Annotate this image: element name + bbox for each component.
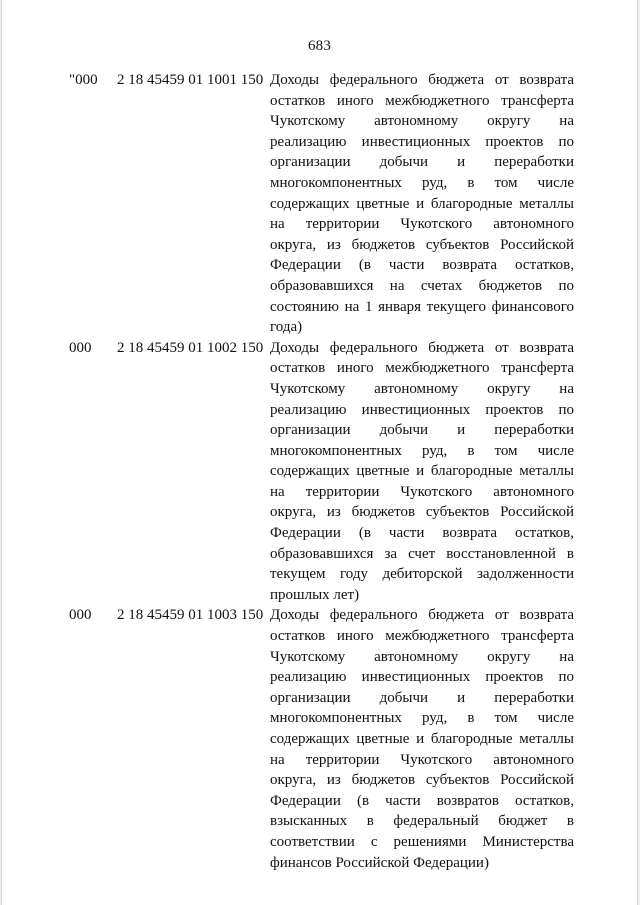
- description-line: на территории Чукотского автономного: [270, 751, 574, 768]
- budget-classification-code: 2 18 45459 01 1003 150: [117, 607, 264, 624]
- description-line: многокомпонентных руд, в том числе: [270, 442, 574, 459]
- description-line: Федерации (в части возврата остатков,: [270, 257, 574, 274]
- budget-entry: [69, 605, 574, 873]
- description-line: остатков иного межбюджетного трансферта: [270, 92, 574, 109]
- description-line: организации добычи и переработки: [270, 422, 574, 439]
- description-line: Чукотскому автономному округу на: [270, 113, 574, 130]
- description-line: Доходы федерального бюджета от возврата: [270, 607, 574, 624]
- document-page: [2, 0, 637, 905]
- page-number: 683: [307, 38, 332, 54]
- description-line: организации добычи и переработки: [270, 689, 574, 706]
- description-line: Федерации (в части возврата остатков,: [270, 525, 574, 542]
- description-line: реализацию инвестиционных проектов по: [270, 133, 574, 150]
- admin-code: "000: [69, 72, 98, 88]
- income-description: [270, 605, 574, 873]
- description-line: финансов Российской Федерации): [270, 854, 489, 871]
- description-line: многокомпонентных руд, в том числе: [270, 710, 574, 727]
- description-line: взысканных в федеральный бюджет в: [270, 813, 574, 830]
- budget-code-list: [69, 70, 574, 873]
- description-line: состоянию на 1 января текущего финансового: [270, 298, 574, 315]
- description-line: на территории Чукотского автономного: [270, 483, 574, 500]
- description-line: содержащих цветные и благородные металлы: [270, 463, 574, 480]
- income-description: [270, 338, 574, 606]
- description-line: остатков иного межбюджетного трансферта: [270, 628, 574, 645]
- description-line: реализацию инвестиционных проектов по: [270, 401, 574, 418]
- description-line: округа, из бюджетов субъектов Российской: [270, 504, 574, 521]
- description-line: многокомпонентных руд, в том числе: [270, 174, 574, 191]
- admin-code: 000: [69, 339, 92, 356]
- description-line: образовавшихся за счет восстановленной в: [270, 545, 574, 562]
- description-line: образовавшихся на счетах бюджетов по: [270, 277, 574, 294]
- description-line: Чукотскому автономному округу на: [270, 380, 574, 397]
- description-line: на территории Чукотского автономного: [270, 216, 574, 233]
- budget-classification-code: 2 18 45459 01 1001 150: [117, 72, 264, 88]
- admin-code: 000: [69, 607, 92, 624]
- description-line: содержащих цветные и благородные металлы: [270, 195, 574, 212]
- description-line: остатков иного межбюджетного трансферта: [270, 360, 574, 377]
- description-line: прошлых лет): [270, 586, 360, 603]
- description-line: реализацию инвестиционных проектов по: [270, 669, 574, 686]
- description-line: организации добычи и переработки: [270, 154, 574, 171]
- description-line: Доходы федерального бюджета от возврата: [270, 339, 574, 356]
- description-line: округа, из бюджетов субъектов Российской: [270, 236, 574, 253]
- description-line: Чукотскому автономному округу на: [270, 648, 574, 665]
- description-line: округа, из бюджетов субъектов Российской: [270, 772, 574, 789]
- description-line: содержащих цветные и благородные металлы: [270, 731, 574, 747]
- budget-entry: [69, 338, 574, 606]
- income-description: [270, 70, 574, 338]
- budget-entry: [69, 70, 574, 338]
- description-line: Федерации (в части возвратов остатков,: [270, 792, 574, 809]
- description-line: соответствии с решениями Министерства: [270, 833, 574, 850]
- description-line: года): [270, 319, 303, 336]
- description-line: Доходы федерального бюджета от возврата: [270, 72, 574, 88]
- description-line: текущем году дебиторской задолженности: [270, 566, 574, 583]
- budget-classification-code: 2 18 45459 01 1002 150: [117, 339, 264, 356]
